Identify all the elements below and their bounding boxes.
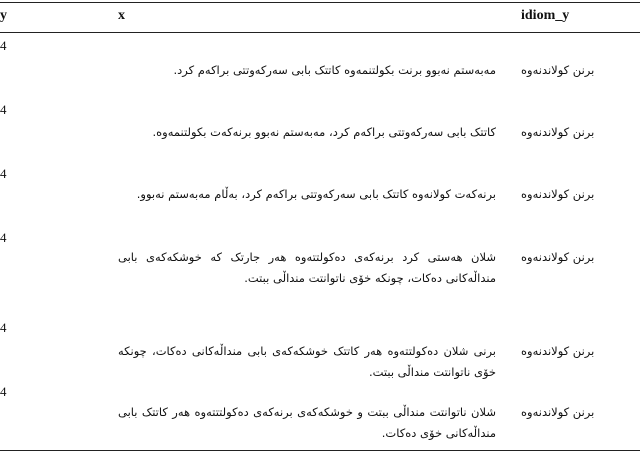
cell-y: 4 (0, 384, 7, 399)
column-header-x: x (118, 8, 125, 23)
header-rule (0, 32, 640, 33)
cell-idiom-y: برنن کولاندنەوە (521, 344, 595, 358)
cell-y: 4 (0, 166, 7, 181)
cell-x: شلان هەستی کرد برنەکەی دەکولتتەوە هەر جارتک کە خوشکەکەی بابی منداڵەکانی دەکات، چونکە خۆی ناتوانتت منداڵی ببتت. (118, 250, 496, 285)
table-top-rule (0, 2, 640, 3)
cell-idiom-y: برنن کولاندنەوە (521, 405, 595, 419)
cell-idiom-y: برنن کولاندنەوە (521, 187, 595, 201)
cell-idiom-y: برنن کولاندنەوە (521, 250, 595, 264)
cell-idiom-y: برنن کولاندنەوە (521, 63, 595, 77)
cell-x: برنی شلان دەکولتتەوە هەر کاتتک خوشکەکەی بابی منداڵەکانی دەکات، چونکە خۆی ناتوانتت منداڵی ببتت. (118, 344, 496, 379)
cell-x: برنەکەت کولانەوە کاتتک بابی سەرکەوتتی براکەم کرد، بەڵام مەبەستم نەبوو. (136, 187, 496, 201)
cell-x: کاتتک بابی سەرکەوتتی براکەم کرد، مەبەستم نەبوو برنەکەت بکولتنمەوە. (152, 125, 496, 139)
column-header-idiom-y: idiom_y (521, 8, 570, 23)
cell-idiom-y: برنن کولاندنەوە (521, 125, 595, 139)
cell-x: شلان ناتوانتت منداڵی ببتت و خوشکەکەی برنەکەی دەکولتتتەوە هەر کاتتک بابی منداڵەکانی خۆی دەکات. (118, 405, 496, 440)
cell-x: مەبەستم نەبوو برنت بکولتنمەوە کاتتک بابی سەرکەوتتی براکەم کرد. (173, 63, 496, 77)
table-bottom-rule (0, 450, 640, 451)
cell-y: 4 (0, 102, 7, 117)
cell-y: 4 (0, 230, 7, 245)
column-header-y: y (0, 8, 7, 23)
cell-y: 4 (0, 38, 7, 53)
cell-y: 4 (0, 320, 7, 335)
